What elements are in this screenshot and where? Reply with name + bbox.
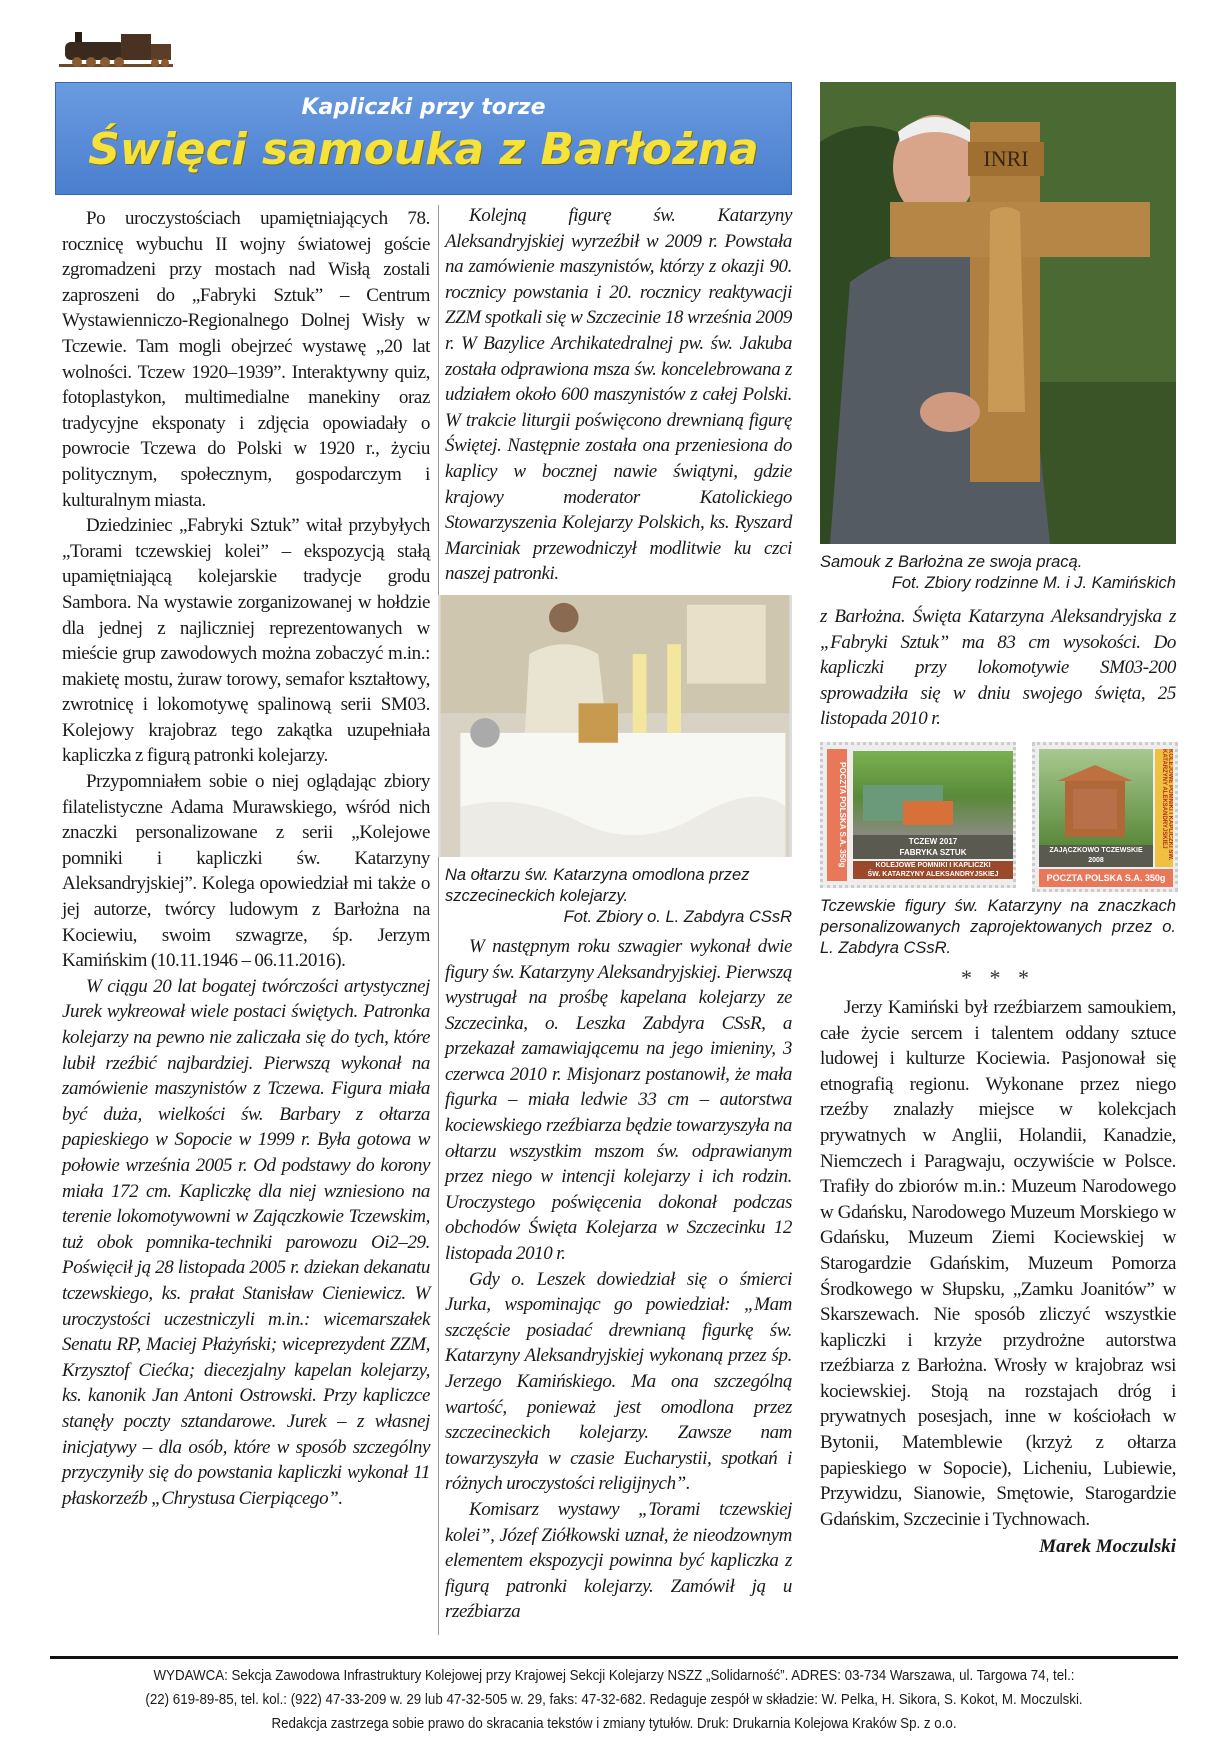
stamp-issuer: POCZTA POLSKA S.A. 350g <box>827 749 847 881</box>
paragraph: Dziedziniec „Fabryki Sztuk” witał przybyłych „Torami tczewskiej kolei” – ekspozycją stałą upamiętniającą kolejarskie tradycje grodu Sambora. Na wystawie zorganizowanej w hołdzie dla jednej z najliczniej reprezentowanych w mieście grup zawodowych można zobaczyć m.in.: makietę mostu, żuraw torowy, semafor kształtowy, zwrotnicę i lokomotywę spalinową serii SM03. Kolejowy krajobraz tego zakątka uzupełniała kapliczka z figurą patronki kolejarzy. <box>62 515 430 767</box>
title-banner <box>55 82 792 195</box>
stamp-series2: ŚW. KATARZYNY ALEKSANDRYJSKIEJ <box>867 870 999 878</box>
photo-altar <box>438 595 792 857</box>
stamp-tczew-2017 <box>820 742 1016 888</box>
article-subtitle: Kapliczki przy torze <box>301 95 546 120</box>
caption-text: Samouk z Barłożna ze swoja pracą. <box>820 553 1083 571</box>
stamp-issuer: POCZTA POLSKA S.A. 350g <box>1039 869 1173 887</box>
footer-line: (22) 619-89-85, tel. kol.: (922) 47-33-209 w. 29 lub 47-32-505 w. 29, faks: 47-32-682. Redaguje zespół w składzie: W. Pelka, H. Sikora, S. Kokot, M. Moczulski. <box>145 1692 1083 1708</box>
altar-photo-caption <box>445 865 792 928</box>
column-2-bottom <box>445 934 792 1625</box>
column-divider <box>438 205 439 1635</box>
footer-line: WYDAWCA: Sekcja Zawodowa Infrastruktury Kolejowej przy Krajowej Sekcji Kolejarzy NSZZ „Solidarność”. ADRES: 03-734 Warszawa, ul. Targowa 74, tel.: <box>153 1668 1075 1684</box>
inri-label: INRI <box>983 146 1029 171</box>
photo-credit: Fot. Zbiory o. L. Zabdyra CSsR <box>563 907 792 926</box>
paragraph: Po uroczystościach upamiętniających 78. rocznicę wybuchu II wojny światowej goście zgromadzeni przy mostach nad Wisłą zostali zaproszeni do „Fabryki Sztuk” – Centrum Wystawienniczo-Regionalnego Dolnej Wisły w Tczewie. Tam mogli obejrzeć wystawę „20 lat wolności. Tczew 1920–1939”. Interaktywny quiz, fotoplastykon, multimedialne manekiny oraz tradycyjne eksponaty i zdjęcia opowiadały o powrocie Tczewa do Polski w 1920 r., życiu politycznym, społecznym, gospodarczym i kulturalnym miasta. <box>62 208 430 511</box>
column-2-top <box>445 203 792 587</box>
stamp-place: TCZEW 2017 <box>908 836 958 846</box>
caption-text: Na ołtarzu św. Katarzyna omodlona przez szczecineckich kolejarzy. <box>445 865 750 905</box>
stamp-series: KOLEJOWE POMNIKI I KAPLICZKI <box>875 861 991 869</box>
column-1 <box>62 206 430 1511</box>
article-title: Święci samouka z Barłożna <box>88 124 759 175</box>
paragraph: Komisarz wystawy „Torami tczewskiej kolei”, Józef Ziółkowski uznał, że nieodzownym elementem ekspozycji powinna być kapliczka z figurą patronki kolejarzy. Zamówił ją u rzeźbiarza <box>445 1498 792 1623</box>
publisher-footer <box>95 1664 1133 1736</box>
sculptor-photo-caption <box>820 552 1176 594</box>
paragraph: W następnym roku szwagier wykonał dwie figury św. Katarzyny Aleksandryjskiej. Pierwszą wystrugał na prośbę kapelana kolejarzy ze Szczecinka, o. Leszka Zabdyra CSsR, a przekazał zamawiającemu na jego imieniny, 3 czerwca 2010 r. Misjonarz postanowił, że mała figurka – miała ledwie 33 cm – autorstwa kociewskiego rzeźbiarza będzie towarzyszyła na ołtarzu wszystkim mszom św. odprawianym przez niego w intencji kolejarzy i ich rodzin. Uroczystego poświęcenia dokonał podczas obchodów Święta Kolejarza w Szczecinku 12 listopada 2010 r. <box>445 935 792 1265</box>
footer-rule <box>50 1656 1178 1659</box>
paragraph: Kolejną figurę św. Katarzyny Aleksandryjskiej wyrzeźbił w 2009 r. Powstała na zamówienie maszynistów, którzy z okazji 90. rocznicy powstania i 20. rocznicy reaktywacji ZZM spotkali się w Szczecinie 18 września 2009 r. W Bazylice Archikatedralnej pw. św. Jakuba została odprawiona msza św. koncelebrowana z udziałem około 600 maszynistów z całej Polski. W trakcie liturgii poświęcono drewnianą figurę Świętej. Następnie została ona przeniesiona do kaplicy w bocznej nawie świątyni, gdzie krajowy moderator Katolickiego Stowarzyszenia Kolejarzy Polskich, ks. Ryszard Marciniak przewodniczył modlitwie ku czci naszej patronki. <box>445 205 792 585</box>
column-3-top <box>820 604 1176 732</box>
photo-credit: Fot. Zbiory rodzinne M. i J. Kamińskich <box>891 574 1176 592</box>
stamp-zajaczkowo-2008 <box>1032 742 1178 892</box>
stamp-place2: FABRYKA SZTUK <box>899 847 967 857</box>
footer-line: Redakcja zastrzega sobie prawo do skracania tekstów i zmiany tytułów. Druk: Drukarnia Kolejowa Kraków Sp. z o.o. <box>271 1716 957 1732</box>
stamp-place: ZAJĄCZKOWO TCZEWSKIE <box>1049 846 1143 854</box>
paragraph: Jerzy Kamiński był rzeźbiarzem samoukiem, całe życie sercem i talentem oddany sztuce ludowej i kulturze Kociewia. Pasjonował się etnografią regionu. Wykonane przez niego rzeźby znalazły miejsce w kolekcjach prywatnych w Anglii, Holandii, Kanadzie, Niemczech i Paragwaju, oczywiście w Polsce. Trafiły do zbiorów m.in.: Muzeum Narodowego w Gdańsku, Narodowego Muzeum Morskiego w Gdańsku, Muzeum Ziemi Kociewskiej w Starogardzie Gdańskim, Muzeum Pomorza Środkowego w Słupsku, „Zamku Joanitów” w Skarszewach. Nie sposób zliczyć wszystkie kapliczki i krzyże przydrożne autorstwa rzeźbiarza z Barłożna. Wrosły w krajobraz wsi kociewskiej. Stoją na rozstajach dróg i prywatnych posesjach, inne w kościołach w Bytonii, Matemblewie (krzyż z ołtarza papieskiego w Sopocie), Licheniu, Lubiewie, Przywidzu, Sianowie, Smętowie, Starogardzie Gdańskim, Szczecinie i Tychnowach. <box>820 996 1176 1530</box>
paragraph: z Barłożna. Święta Katarzyna Aleksandryjska z „Fabryki Sztuk” ma 83 cm wysokości. Do kapliczki przy lokomotywie SM03-200 sprowadziła się w dniu swojego święta, 25 listopada 2010 r. <box>820 606 1176 730</box>
column-2 <box>445 203 792 1625</box>
section-separator: * * * <box>961 964 1035 990</box>
paragraph: W ciągu 20 lat bogatej twórczości artystycznej Jurek wykreował wiele postaci świętych. Patronka kolejarzy na pewno nie zaliczała się do tych, które lubił rzeźbić najbardziej. Pierwszą wykonał na zamówienie maszynistów z Tczewa. Figura miała być duża, wielkości św. Barbary z ołtarza papieskiego w Sopocie w 1999 r. Była gotowa w połowie września 2005 r. Od podstawy do korony miała 172 cm. Kapliczkę dla niej wzniesiono na terenie lokomotywowni w Zajączkowie Tczewskim, tuż obok pomnika-techniki parowozu Oi2–29. Poświęcił ją 28 listopada 2005 r. dziekan dekanatu tczewskiego, ks. prałat Stanisław Cieniewicz. W uroczystości uczestniczyli m.in.: wicemarszałek Senatu RP, Maciej Płażyński; wiceprezydent ZZM, Krzysztof Ciećka; diecezjalny kapelan kolejarzy, ks. kanonik Jan Antoni Ostrowski. Przy kapliczce stanęły poczty sztandarowe. Jurek – z własnej inicjatywy – dla osób, które w sposób szczególny przyczyniły się do powstania kapliczki wykonał 11 płaskorzeźb „Chrystusa Cierpiącego”. <box>62 975 430 1509</box>
photo-sculptor-with-crucifix <box>820 82 1176 544</box>
caption-text: Tczewskie figury św. Katarzyny na znaczkach personalizowanych zaprojektowanych przez o. L. Zabdyra CSsR. <box>820 896 1176 957</box>
stamp-year: 2008 <box>1088 856 1104 864</box>
column-3-bottom <box>820 995 1176 1532</box>
stamp-series: KOLEJOWE POMNIKI I KAPLICZKI ŚW. KATARZYNY ALEKSANDRYJSKIEJ <box>1155 749 1173 867</box>
paragraph: Przypomniałem sobie o niej oglądając zbiory filatelistyczne Adama Murawskiego, wśród nich znaczki personalizowane z serii „Kolejowe pomniki i kapliczki św. Katarzyny Aleksandryjskiej”. Kolega opowiedział mi także o jej autorze, twórcy ludowym z Barłożna na Kociewiu, swoim szwagrze, śp. Jerzym Kamińskim (10.11.1946 – 06.11.2016). <box>62 771 430 972</box>
locomotive-logo <box>55 28 175 72</box>
stamps-caption <box>820 896 1176 959</box>
author-signature: Marek Moczulski <box>1039 1536 1176 1558</box>
column-3 <box>820 82 1176 1558</box>
stamps-block <box>820 742 1176 959</box>
paragraph: Gdy o. Leszek dowiedział się o śmierci Jurka, wspominając go powiedział: „Mam szczęście posiadać drewnianą figurkę św. Katarzyny Aleksandryjskiej wykonaną przez śp. Jerzego Kamińskiego. Ma ona szczególną wartość, ponieważ jest omodlona przez szczecineckich kolejarzy. Zawsze nam towarzyszyła w czasie Eucharystii, spotkań i różnych uroczystości religijnych”. <box>445 1268 792 1495</box>
